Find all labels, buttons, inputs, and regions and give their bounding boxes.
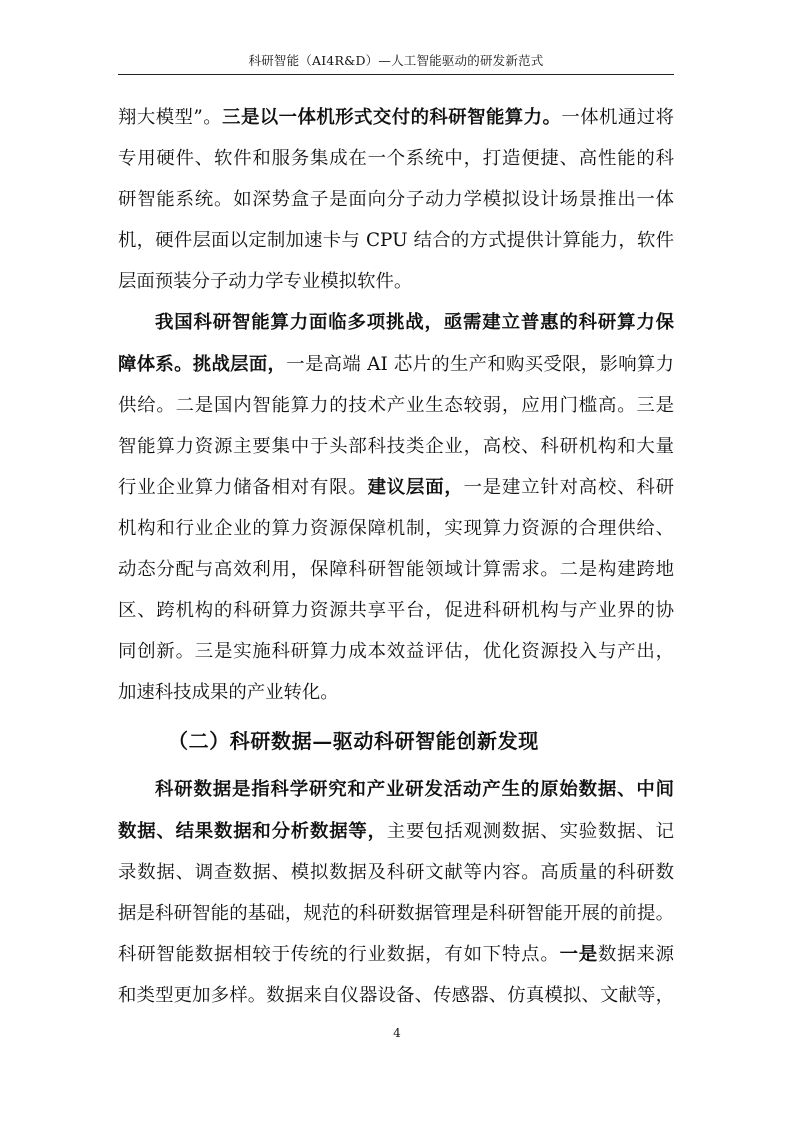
text-line: 翔大模型”。三是以一体机形式交付的科研智能算力。一体机通过将 — [118, 107, 674, 128]
header-divider — [118, 74, 674, 75]
running-header: 科研智能（AI4R&D）—人工智能驱动的研发新范式 — [248, 53, 544, 68]
section-heading: （二）科研数据—驱动科研智能创新发现 — [168, 729, 539, 754]
emphasis-text: 我国科研智能算力面临多项挑战，亟需建立普惠的科研算力保 — [155, 312, 674, 334]
text-line: 数据、结果数据和分析数据等，主要包括观测数据、实验数据、记 — [118, 820, 674, 842]
text-line: 层面预装分子动力学专业模拟软件。 — [118, 271, 413, 293]
paragraph-compute-delivery — [118, 97, 674, 302]
text-line: 和类型更加多样。数据来自仪器设备、传感器、仿真模拟、文献等， — [118, 984, 674, 1006]
text-line: 行业企业算力储备相对有限。建议层面，一是建立针对高校、科研 — [118, 476, 674, 498]
text-line: 同创新。三是实施科研算力成本效益评估，优化资源投入与产出， — [118, 641, 674, 663]
text-line — [118, 302, 674, 343]
text-line: 加速科技成果的产业转化。 — [118, 682, 339, 704]
text-line: 专用硬件、软件和服务集成在一个系统中，打造便捷、高性能的科 — [118, 148, 674, 170]
paragraph-compute-challenges — [118, 302, 674, 713]
text-line: 区、跨机构的科研算力资源共享平台，促进科研机构与产业界的协 — [118, 600, 674, 622]
emphasis-text: 科研数据是指科学研究和产业研发活动产生的原始数据、中间 — [155, 779, 674, 801]
page-number: 4 — [393, 1026, 401, 1040]
emphasis-text: 挑战层面， — [192, 353, 287, 375]
text-line — [118, 769, 674, 810]
emphasis-text: 一是 — [559, 943, 598, 965]
text-line: 科研智能数据相较于传统的行业数据，有如下特点。一是数据来源 — [118, 943, 674, 965]
emphasis-text: 数据、结果数据和分析数据等， — [118, 820, 387, 842]
text-line: 机构和行业企业的算力资源保障机制，实现算力资源的合理供给、 — [118, 517, 674, 539]
emphasis-text: 三是以一体机形式交付的科研智能算力。 — [222, 107, 562, 128]
text-line: 障体系。挑战层面，一是高端 AI 芯片的生产和购买受限，影响算力 — [118, 353, 674, 375]
emphasis-text: 障体系。 — [118, 353, 193, 375]
paragraph-research-data — [118, 769, 674, 1016]
text-line: 智能算力资源主要集中于头部科技类企业，高校、科研机构和大量 — [118, 435, 674, 457]
text-line: 动态分配与高效利用，保障科研智能领域计算需求。二是构建跨地 — [118, 559, 674, 581]
emphasis-text: 建议层面， — [367, 476, 464, 498]
text-line: 录数据、调查数据、模拟数据及科研文献等内容。高质量的科研数 — [118, 861, 674, 883]
text-line: 据是科研智能的基础，规范的科研数据管理是科研智能开展的前提。 — [118, 902, 674, 924]
document-body — [118, 97, 674, 1016]
text-line: 供给。二是国内智能算力的技术产业生态较弱，应用门槛高。三是 — [118, 394, 674, 416]
text-line: 研智能系统。如深势盒子是面向分子动力学模拟设计场景推出一体 — [118, 189, 674, 211]
text-line: 机，硬件层面以定制加速卡与 CPU 结合的方式提供计算能力，软件 — [118, 230, 674, 252]
